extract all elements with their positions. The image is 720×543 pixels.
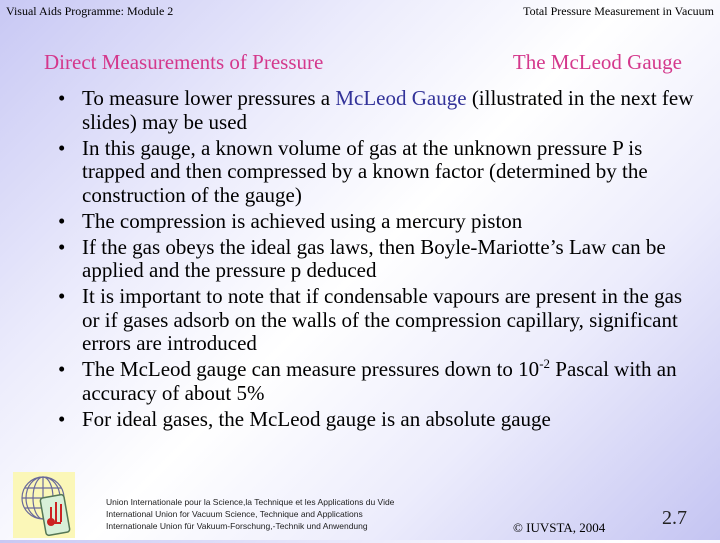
bullet-icon: • [58, 86, 66, 110]
bullet-item: • In this gauge, a known volume of gas at the unknown pressure P is trapped and then compressed by a known factor (determined by the construction of the gauge) [58, 135, 648, 207]
header-right: Total Pressure Measurement in Vacuum [523, 4, 714, 18]
globe-gauge-icon [13, 472, 75, 538]
highlight-term: McLeod Gauge [335, 86, 467, 110]
bullet-item: • The compression is achieved using a mercury piston [58, 208, 523, 233]
copyright: © IUVSTA, 2004 [513, 520, 606, 535]
bullet-list [52, 87, 702, 434]
bullet-item: • The McLeod gauge can measure pressures down to $10^{-2}$ Pascal with an accuracy of about 5% [58, 356, 677, 405]
section-title: Direct Measurements of Pressure [44, 50, 324, 74]
header-left: Visual Aids Programme: Module 2 [6, 4, 174, 18]
slide-title: The McLeod Gauge [512, 50, 682, 74]
bullet-icon: • [58, 406, 66, 431]
bullet-icon: • [58, 234, 66, 259]
organization-names: Union Internationale pour la Science,la Technique et les Applications du Vide International Union for Vacuum Science, Technique and Applications Internationale Union für Vakuum-Forschung,-Technik und Anwendung [106, 497, 395, 531]
slide-number: 2.7 [662, 507, 687, 529]
bullet-item: • To measure lower pressures a McLeod Gauge (illustrated in the next few slides) may be used [58, 86, 694, 134]
bullet-item: • For ideal gases, the McLeod gauge is an absolute gauge [58, 406, 551, 431]
bullet-item: • If the gas obeys the ideal gas laws, then Boyle-Mariotte’s Law can be applied and the pressure p deduced [58, 234, 666, 282]
iuvsta-logo [13, 472, 75, 538]
bullet-item: • It is important to note that if condensable vapours are present in the gas or if gases adsorb on the walls of the compression capillary, significant errors are introduced [58, 284, 683, 355]
bullet-icon: • [58, 284, 66, 308]
bullet-icon: • [58, 208, 66, 233]
bullet-icon: • [58, 357, 66, 381]
bullet-icon: • [58, 135, 66, 160]
